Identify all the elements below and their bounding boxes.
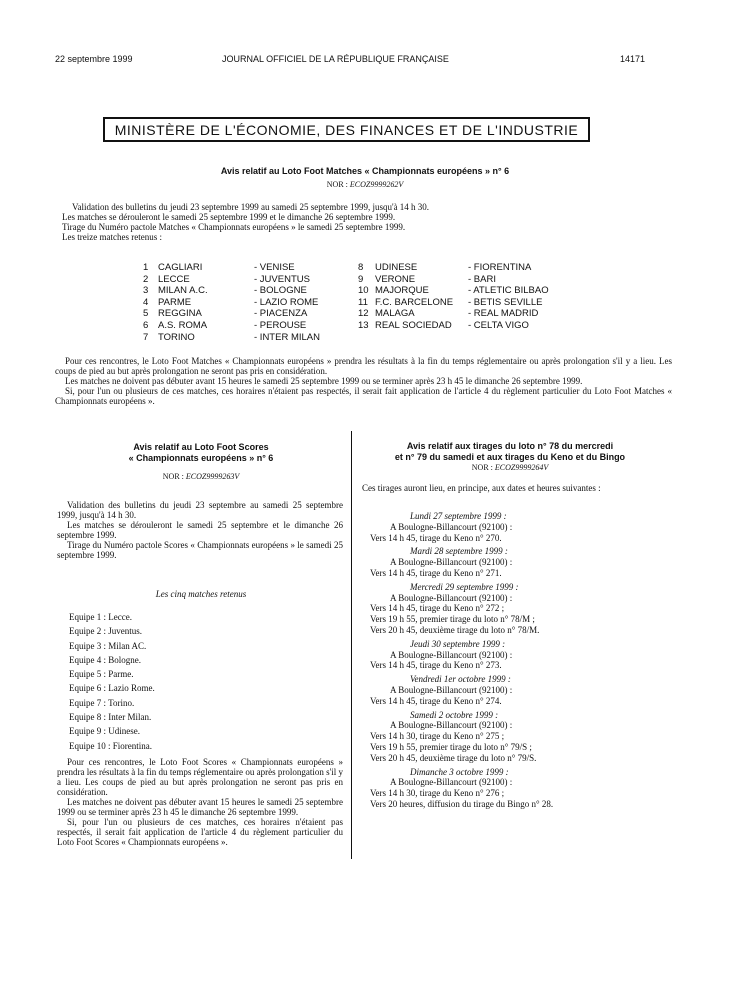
match-home: F.C. BARCELONE	[375, 296, 454, 308]
schedule-item: Vers 14 h 45, tirage du Keno n° 274.	[370, 695, 502, 706]
avis3-title-line: Avis relatif aux tirages du loto n° 78 du mercredi	[406, 441, 614, 451]
avis2-paragraph: Les matches ne doivent pas débuter avant 15 heures le samedi 25 septembre 1999 ou se terminer après 23 h 45 le dimanche 26 septembre 1999.	[57, 797, 343, 817]
match-away: - JUVENTUS	[254, 273, 310, 285]
match-away: - INTER MILAN	[254, 331, 320, 343]
avis1-nor-code: ECOZ9999262V	[349, 180, 404, 189]
match-home: REAL SOCIEDAD	[375, 319, 452, 331]
match-num: 8	[358, 262, 364, 273]
schedule-item: Vers 20 h 45, deuxième tirage du loto n° 79/S.	[370, 752, 537, 763]
match-num: 4	[143, 296, 149, 308]
schedule-day: Vendredi 1er octobre 1999 :	[410, 674, 511, 685]
match-away: - PIACENZA	[254, 308, 308, 320]
match-home: MILAN A.C.	[158, 285, 208, 297]
avis2-title-line: Avis relatif au Loto Foot Scores	[133, 442, 269, 452]
matches-right-away	[468, 262, 549, 332]
match-away: - VENISE	[254, 262, 295, 273]
equipe-item: Equipe 2 : Juventus.	[69, 626, 142, 637]
avis2-paragraph: Pour ces rencontres, le Loto Foot Scores « Championnats européens » prendra les résultats à la fin du temps réglementaire ou après prolongation s'il y a lieu. Les coups de pied au but après prolongation ne seront pas pris en considération.	[57, 757, 343, 797]
match-away: - ATLETIC BILBAO	[468, 285, 549, 297]
schedule-item: Vers 19 h 55, premier tirage du loto n° 78/M ;	[370, 614, 535, 625]
avis1-paragraph: Si, pour l'un ou plusieurs de ces matches, ces horaires n'étaient pas respectés, il serait fait application de l'article 4 du règlement particulier du Loto Foot Matches « Championnats européens ».	[55, 386, 672, 406]
avis2-paragraph: Si, pour l'un ou plusieurs de ces matches, ces horaires n'étaient pas respectés, il serait fait application de l'article 4 du règlement particulier du Loto Foot Scores « Championnats européens ».	[57, 817, 343, 847]
avis1-line: Validation des bulletins du jeudi 23 septembre 1999 au samedi 25 septembre 1999, jusqu'à 14 h 30.	[72, 202, 430, 212]
avis2-paragraph: Les matches se dérouleront le samedi 25 septembre et le dimanche 26 septembre 1999.	[57, 520, 343, 540]
ministry-heading: MINISTÈRE DE L'ÉCONOMIE, DES FINANCES ET DE L'INDUSTRIE	[114, 121, 579, 138]
equipe-item: Equipe 7 : Torino.	[69, 697, 135, 708]
equipe-item: Equipe 10 : Fiorentina.	[69, 740, 152, 751]
matches-left-num	[143, 262, 148, 343]
match-home: REGGINA	[158, 308, 202, 320]
avis1-nor	[60, 180, 670, 189]
avis3-title	[358, 441, 662, 463]
schedule-day: Dimanche 3 octobre 1999 :	[410, 766, 509, 777]
equipe-item: Equipe 1 : Lecce.	[69, 612, 132, 622]
match-away: - PEROUSE	[254, 319, 307, 331]
match-away: - FIORENTINA	[468, 262, 532, 273]
match-home: UDINESE	[375, 262, 418, 273]
schedule-day: Mercredi 29 septembre 1999 :	[410, 581, 519, 592]
avis3-title-line: et n° 79 du samedi et aux tirages du Keno et du Bingo	[394, 452, 626, 462]
match-away: - REAL MADRID	[468, 308, 539, 320]
avis1-line: Les treize matches retenus :	[62, 232, 162, 242]
match-home: CAGLIARI	[158, 262, 203, 273]
schedule-location: A Boulogne-Billancourt (92100) :	[390, 557, 513, 568]
avis1-paragraph: Pour ces rencontres, le Loto Foot Matches « Championnats européens » prendra les résultats à la fin du temps réglementaire ou après prolongation s'il y a lieu. Les coups de pied au but après prolongation ne seront pas pris en considération.	[55, 356, 672, 376]
equipe-item: Equipe 5 : Parme.	[69, 669, 134, 680]
match-num: 7	[143, 331, 149, 343]
schedule-item: Vers 14 h 45, tirage du Keno n° 270.	[370, 532, 502, 543]
tirage-schedule	[370, 508, 670, 810]
column-divider	[351, 431, 352, 859]
match-home: PARME	[158, 296, 192, 308]
header-page-number: 14171	[620, 54, 646, 64]
match-away: - LAZIO ROME	[254, 296, 319, 308]
schedule-day: Jeudi 30 septembre 1999 :	[410, 638, 506, 649]
schedule-location: A Boulogne-Billancourt (92100) :	[390, 720, 513, 731]
match-home: VERONE	[375, 273, 416, 285]
matches-right-home	[375, 262, 453, 332]
header-date: 22 septembre 1999	[55, 54, 133, 64]
avis2-paragraph: Validation des bulletins du jeudi 23 septembre au samedi 25 septembre 1999, jusqu'à 14 h 30.	[57, 500, 343, 520]
schedule-item: Vers 19 h 55, premier tirage du loto n° 79/S ;	[370, 741, 532, 752]
match-num: 6	[143, 319, 149, 331]
match-num: 3	[143, 285, 149, 297]
match-num: 13	[358, 319, 369, 331]
schedule-item: Vers 14 h 30, tirage du Keno n° 275 ;	[370, 731, 505, 742]
match-away: - BARI	[468, 273, 496, 285]
avis2-nor	[60, 472, 342, 481]
schedule-item: Vers 14 h 45, tirage du Keno n° 273.	[370, 660, 502, 671]
match-num: 10	[358, 285, 369, 297]
avis2-title-line: « Championnats européens » n° 6	[128, 453, 274, 463]
avis1-conditions	[55, 356, 672, 406]
avis3-nor-code: ECOZ9999264V	[494, 463, 549, 472]
match-num: 2	[143, 273, 149, 285]
avis3-nor	[358, 463, 662, 472]
match-home: TORINO	[158, 331, 195, 343]
matches-left-away	[254, 262, 320, 343]
schedule-item: Vers 20 h 45, deuxième tirage du loto n° 78/M.	[370, 624, 540, 635]
equipe-item: Equipe 9 : Udinese.	[69, 726, 140, 737]
schedule-item: Vers 14 h 30, tirage du Keno n° 276 ;	[370, 788, 505, 799]
avis3-nor-label: NOR :	[471, 463, 493, 472]
avis1-paragraph: Les matches ne doivent pas débuter avant 15 heures le samedi 25 septembre 1999 ou se terminer après 23 h 45 le dimanche 26 septembre 1999.	[65, 376, 583, 386]
match-num: 12	[358, 308, 369, 320]
schedule-day: Mardi 28 septembre 1999 :	[410, 546, 508, 557]
schedule-item: Vers 14 h 45, tirage du Keno n° 272 ;	[370, 603, 505, 614]
matches-left-home	[158, 262, 208, 343]
avis3-intro: Ces tirages auront lieu, en principe, aux dates et heures suivantes :	[362, 483, 601, 493]
avis1-line: Tirage du Numéro pactole Matches « Championnats européens » le samedi 25 septembre 1999.	[62, 222, 406, 232]
schedule-location: A Boulogne-Billancourt (92100) :	[390, 684, 513, 695]
match-num: 1	[143, 262, 149, 273]
equipe-item: Equipe 3 : Milan AC.	[69, 640, 147, 651]
match-away: - BETIS SEVILLE	[468, 296, 543, 308]
match-away: - CELTA VIGO	[468, 319, 529, 331]
match-home: LECCE	[158, 273, 190, 285]
avis2-paragraph: Tirage du Numéro pactole Scores « Championnats européens » le samedi 25 septembre 1999.	[57, 540, 343, 560]
matches-right-num	[358, 262, 369, 332]
schedule-location: A Boulogne-Billancourt (92100) :	[390, 649, 513, 660]
equipe-item: Equipe 4 : Bologne.	[69, 654, 141, 665]
ministry-heading-box	[103, 117, 590, 142]
avis2-intro	[57, 500, 343, 560]
schedule-day: Lundi 27 septembre 1999 :	[410, 511, 507, 521]
schedule-item: Vers 20 heures, diffusion du tirage du Bingo n° 28.	[370, 798, 554, 809]
match-home: A.S. ROMA	[158, 319, 208, 331]
avis1-nor-label: NOR :	[326, 180, 348, 189]
equipe-item: Equipe 8 : Inter Milan.	[69, 712, 152, 723]
avis2-nor-code: ECOZ9999263V	[185, 472, 240, 481]
schedule-location: A Boulogne-Billancourt (92100) :	[390, 521, 513, 532]
schedule-day: Samedi 2 octobre 1999 :	[410, 709, 499, 720]
header-journal: JOURNAL OFFICIEL DE LA RÉPUBLIQUE FRANÇAISE	[222, 54, 449, 64]
match-num: 11	[358, 296, 368, 308]
match-num: 9	[358, 273, 364, 285]
avis2-nor-label: NOR :	[162, 472, 184, 481]
schedule-item: Vers 14 h 45, tirage du Keno n° 271.	[370, 567, 502, 578]
avis1-intro	[62, 202, 672, 242]
schedule-location: A Boulogne-Billancourt (92100) :	[390, 777, 513, 788]
schedule-location: A Boulogne-Billancourt (92100) :	[390, 592, 513, 603]
avis2-conditions	[57, 757, 343, 847]
avis1-title: Avis relatif au Loto Foot Matches « Championnats européens » n° 6	[220, 166, 510, 176]
match-home: MAJORQUE	[375, 285, 429, 297]
avis2-title	[60, 442, 342, 464]
avis2-subtitle: Les cinq matches retenus	[155, 589, 247, 599]
avis1-line: Les matches se dérouleront le samedi 25 septembre 1999 et le dimanche 26 septembre 1999.	[62, 212, 396, 222]
match-away: - BOLOGNE	[254, 285, 307, 297]
match-num: 5	[143, 308, 149, 320]
match-home: MALAGA	[375, 308, 415, 320]
equipe-item: Equipe 6 : Lazio Rome.	[69, 683, 155, 694]
equipes-list	[69, 610, 155, 753]
